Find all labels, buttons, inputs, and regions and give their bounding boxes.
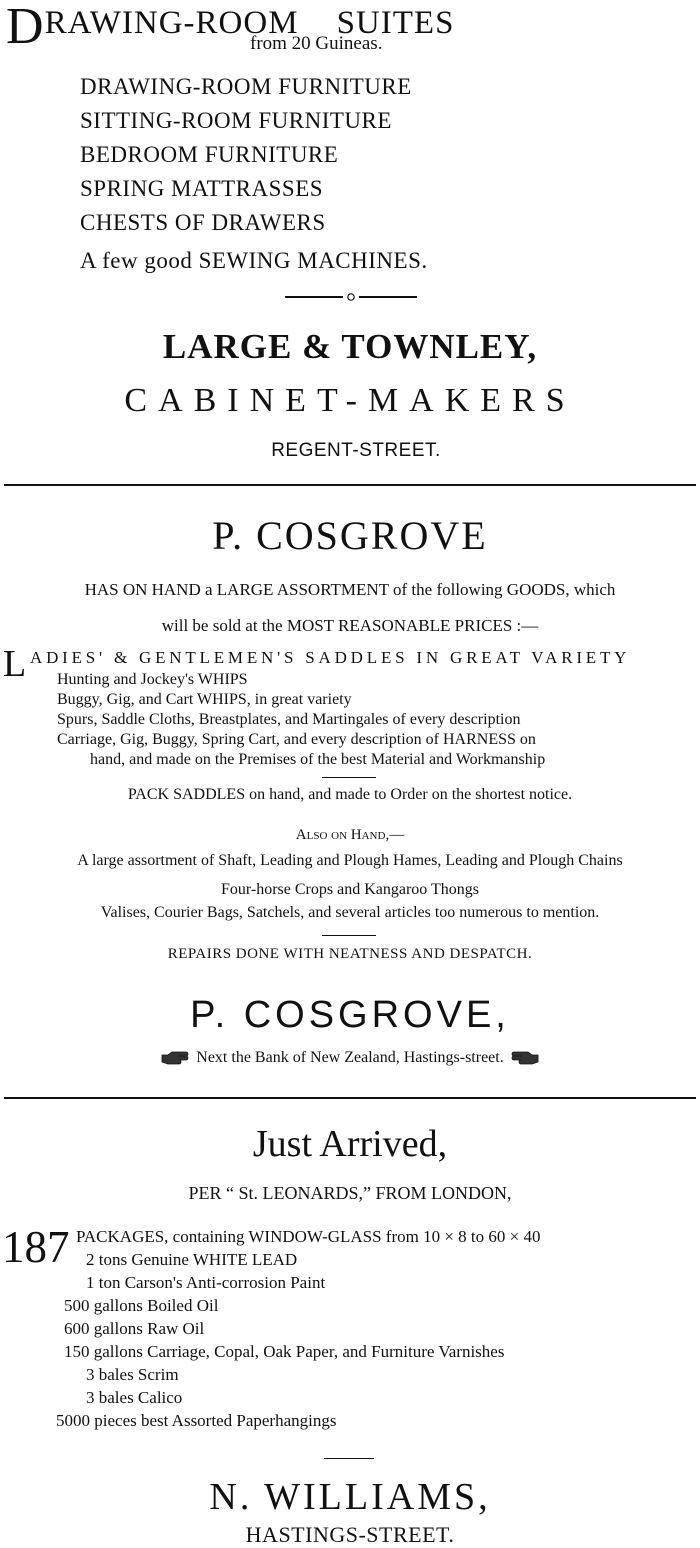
- furniture-item: CHESTS OF DRAWERS: [80, 210, 326, 235]
- goods-line: Spurs, Saddle Cloths, Breastplates, and Martingales of every description: [57, 711, 521, 728]
- short-rule: [324, 1458, 374, 1459]
- goods-line: 150 gallons Carriage, Copal, Oak Paper, and Furniture Varnishes: [64, 1342, 505, 1361]
- section-divider: [4, 1097, 696, 1099]
- crops-line: Four-horse Crops and Kangaroo Thongs: [220, 881, 479, 898]
- intro-line: will be sold at the MOST REASONABLE PRICES :—: [161, 616, 539, 635]
- merchant-name: P. COSGROVE: [212, 513, 488, 558]
- goods-line: 500 gallons Boiled Oil: [64, 1296, 219, 1315]
- merchant-address: HASTINGS-STREET.: [245, 1522, 455, 1547]
- goods-line: Hunting and Jockey's WHIPS: [57, 671, 248, 688]
- drop-cap-l: L: [3, 643, 27, 685]
- repairs-line: REPAIRS DONE WITH NEATNESS AND DESPATCH.: [167, 946, 533, 962]
- goods-line: 600 gallons Raw Oil: [64, 1319, 205, 1338]
- ornamental-rule: [285, 292, 417, 302]
- short-rule: [322, 777, 376, 778]
- goods-line: 2 tons Genuine WHITE LEAD: [86, 1250, 298, 1269]
- also-on-hand: Also on Hand,—: [295, 827, 405, 843]
- goods-line: hand, and made on the Premises of the best Material and Workmanship: [90, 751, 546, 768]
- pack-saddles-line: PACK SADDLES on hand, and made to Order on the shortest notice.: [127, 786, 573, 803]
- short-rule: [322, 935, 376, 936]
- pointing-hand-left-icon: [508, 1049, 540, 1067]
- pointing-hand-right-icon: [160, 1049, 192, 1067]
- goods-line: 1 ton Carson's Anti-corrosion Paint: [86, 1273, 326, 1292]
- price-subheading: from 20 Guineas.: [250, 33, 383, 54]
- furniture-item: SITTING-ROOM FURNITURE: [80, 108, 392, 133]
- merchant-name-footer: P. COSGROVE,: [190, 994, 510, 1036]
- drop-cap-d: D: [6, 0, 45, 55]
- furniture-item: A few good SEWING MACHINES.: [80, 248, 428, 273]
- ship-line: PER “ St. LEONARDS,” FROM LONDON,: [188, 1183, 512, 1203]
- saddles-line: ADIES' & GENTLEMEN'S SADDLES IN GREAT VARIETY: [30, 648, 631, 667]
- assortment-line: A large assortment of Shaft, Leading and Plough Hames, Leading and Plough Chains: [77, 852, 623, 869]
- furniture-item: DRAWING-ROOM FURNITURE: [80, 74, 412, 99]
- heading-suites: SUITES: [336, 5, 455, 41]
- heading-rest: RAWING-ROOM: [44, 5, 299, 41]
- address: REGENT-STREET.: [271, 440, 441, 461]
- section-divider: [4, 484, 696, 486]
- trade-title: CABINET-MAKERS: [124, 382, 576, 419]
- firm-name: LARGE & TOWNLEY,: [162, 327, 538, 366]
- goods-line: 3 bales Scrim: [86, 1365, 179, 1384]
- merchant-name: N. WILLIAMS,: [209, 1476, 491, 1518]
- valises-line: Valises, Courier Bags, Satchels, and several articles too numerous to mention.: [100, 904, 600, 921]
- goods-line: 3 bales Calico: [86, 1388, 183, 1407]
- furniture-item: BEDROOM FURNITURE: [80, 142, 339, 167]
- intro-line: HAS ON HAND a LARGE ASSORTMENT of the following GOODS, which: [84, 580, 616, 599]
- goods-line: 5000 pieces best Assorted Paperhangings: [56, 1411, 337, 1430]
- merchant-address: [0, 1049, 700, 1067]
- goods-line: Carriage, Gig, Buggy, Spring Cart, and every description of HARNESS on: [57, 731, 536, 748]
- goods-line: PACKAGES, containing WINDOW-GLASS from 10 × 8 to 60 × 40: [76, 1227, 541, 1246]
- just-arrived-headline: Just Arrived,: [252, 1123, 448, 1165]
- furniture-item: SPRING MATTRASSES: [80, 176, 324, 201]
- goods-line: Buggy, Gig, and Cart WHIPS, in great variety: [57, 691, 352, 708]
- package-count: 187: [2, 1222, 70, 1272]
- address-text: Next the Bank of New Zealand, Hastings-street.: [196, 1049, 504, 1066]
